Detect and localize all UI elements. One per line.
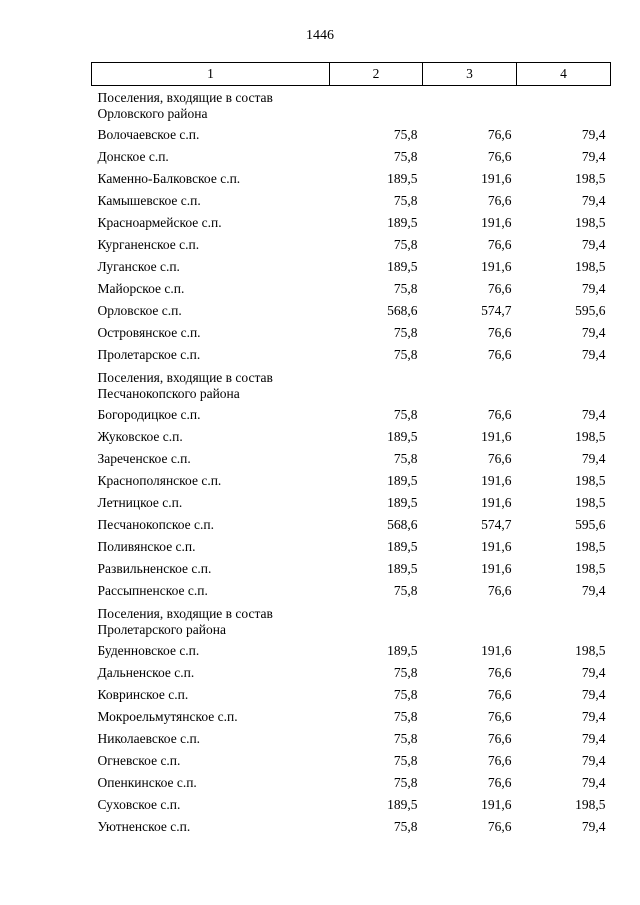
value-col-4: 79,4 <box>581 583 606 598</box>
value-col-3: 76,6 <box>487 665 512 680</box>
value-col-3: 191,6 <box>481 473 512 488</box>
value-col-4: 198,5 <box>575 797 606 812</box>
value-col-3: 191,6 <box>481 429 512 444</box>
value-col-2: 189,5 <box>387 797 418 812</box>
value-col-4: 79,4 <box>581 347 606 362</box>
value-col-3: 76,6 <box>487 753 512 768</box>
empty-cell <box>330 366 423 404</box>
value-col-4: 79,4 <box>581 709 606 724</box>
value-col-4: 198,5 <box>575 429 606 444</box>
table-row <box>92 300 611 322</box>
value-col-3: 191,6 <box>481 171 512 186</box>
value-col-4: 79,4 <box>581 407 606 422</box>
value-col-2: 75,8 <box>393 407 418 422</box>
value-col-4: 595,6 <box>575 517 606 532</box>
table-row <box>92 536 611 558</box>
settlement-name: Красноармейское с.п. <box>97 215 222 230</box>
settlement-name: Огневское с.п. <box>97 753 181 768</box>
value-col-2: 75,8 <box>393 753 418 768</box>
table-row <box>92 426 611 448</box>
table-row <box>92 190 611 212</box>
value-col-3: 76,6 <box>487 731 512 746</box>
value-col-4: 79,4 <box>581 127 606 142</box>
empty-cell <box>330 86 423 125</box>
settlement-name: Зареченское с.п. <box>97 451 191 466</box>
table-row <box>92 212 611 234</box>
settlements-table <box>91 62 611 838</box>
table-row <box>92 514 611 536</box>
column-header-4: 4 <box>517 63 611 86</box>
value-col-3: 191,6 <box>481 215 512 230</box>
section-heading-row <box>92 86 611 125</box>
value-col-2: 189,5 <box>387 643 418 658</box>
value-col-3: 76,6 <box>487 237 512 252</box>
value-col-3: 76,6 <box>487 281 512 296</box>
value-col-2: 75,8 <box>393 325 418 340</box>
value-col-3: 191,6 <box>481 539 512 554</box>
settlement-name: Жуковское с.п. <box>97 429 183 444</box>
table-row <box>92 124 611 146</box>
empty-cell <box>423 366 517 404</box>
value-col-3: 76,6 <box>487 775 512 790</box>
value-col-4: 79,4 <box>581 819 606 834</box>
value-col-2: 75,8 <box>393 687 418 702</box>
value-col-2: 75,8 <box>393 237 418 252</box>
value-col-4: 79,4 <box>581 451 606 466</box>
table-row <box>92 772 611 794</box>
column-header-2: 2 <box>330 63 423 86</box>
settlement-name: Летницкое с.п. <box>97 495 183 510</box>
value-col-3: 76,6 <box>487 407 512 422</box>
value-col-2: 75,8 <box>393 775 418 790</box>
value-col-3: 76,6 <box>487 709 512 724</box>
value-col-4: 198,5 <box>575 643 606 658</box>
value-col-2: 75,8 <box>393 709 418 724</box>
value-col-4: 79,4 <box>581 665 606 680</box>
table-row <box>92 448 611 470</box>
value-col-4: 198,5 <box>575 561 606 576</box>
settlement-name: Краснополянское с.п. <box>97 473 222 488</box>
settlement-name: Донское с.п. <box>97 149 169 164</box>
settlement-name: Орловское с.п. <box>97 303 182 318</box>
value-col-2: 189,5 <box>387 495 418 510</box>
table-row <box>92 470 611 492</box>
value-col-4: 79,4 <box>581 237 606 252</box>
settlement-name: Опенкинское с.п. <box>97 775 197 790</box>
settlement-name: Поливянское с.п. <box>97 539 196 554</box>
value-col-4: 79,4 <box>581 687 606 702</box>
value-col-2: 189,5 <box>387 171 418 186</box>
value-col-4: 198,5 <box>575 473 606 488</box>
value-col-2: 75,8 <box>393 451 418 466</box>
table-row <box>92 558 611 580</box>
value-col-2: 75,8 <box>393 583 418 598</box>
value-col-3: 76,6 <box>487 325 512 340</box>
section-heading-row <box>92 602 611 640</box>
value-col-3: 191,6 <box>481 495 512 510</box>
value-col-2: 189,5 <box>387 429 418 444</box>
value-col-4: 198,5 <box>575 171 606 186</box>
value-col-3: 574,7 <box>481 303 512 318</box>
value-col-2: 75,8 <box>393 347 418 362</box>
settlement-name: Луганское с.п. <box>97 259 180 274</box>
value-col-3: 191,6 <box>481 797 512 812</box>
empty-cell <box>330 602 423 640</box>
section-heading: Поселения, входящие в состав Пролетарского района <box>97 606 273 637</box>
table-row <box>92 234 611 256</box>
page-number: 1446 <box>306 28 334 43</box>
value-col-4: 79,4 <box>581 193 606 208</box>
settlement-name: Ковринское с.п. <box>97 687 189 702</box>
settlement-name: Каменно-Балковское с.п. <box>97 171 241 186</box>
table-row <box>92 256 611 278</box>
empty-cell <box>517 86 611 125</box>
value-col-3: 191,6 <box>481 561 512 576</box>
empty-cell <box>423 602 517 640</box>
value-col-3: 76,6 <box>487 347 512 362</box>
table-row <box>92 168 611 190</box>
table-body <box>92 86 611 839</box>
value-col-4: 79,4 <box>581 325 606 340</box>
settlement-name: Дальненское с.п. <box>97 665 195 680</box>
table-row <box>92 580 611 602</box>
value-col-3: 76,6 <box>487 149 512 164</box>
value-col-2: 189,5 <box>387 561 418 576</box>
value-col-2: 568,6 <box>387 303 418 318</box>
section-heading: Поселения, входящие в состав Песчанокопского района <box>97 370 273 401</box>
value-col-4: 79,4 <box>581 731 606 746</box>
value-col-3: 76,6 <box>487 583 512 598</box>
table-row <box>92 728 611 750</box>
settlement-name: Песчанокопское с.п. <box>97 517 215 532</box>
value-col-4: 79,4 <box>581 149 606 164</box>
table-row <box>92 684 611 706</box>
settlement-name: Буденновское с.п. <box>97 643 200 658</box>
section-heading: Поселения, входящие в состав Орловского района <box>97 90 273 121</box>
value-col-4: 198,5 <box>575 259 606 274</box>
settlement-name: Волочаевское с.п. <box>97 127 200 142</box>
settlements-table-container <box>91 62 610 838</box>
settlement-name: Суховское с.п. <box>97 797 181 812</box>
empty-cell <box>517 366 611 404</box>
value-col-3: 76,6 <box>487 451 512 466</box>
value-col-2: 189,5 <box>387 539 418 554</box>
value-col-2: 75,8 <box>393 193 418 208</box>
empty-cell <box>517 602 611 640</box>
table-header <box>92 63 611 86</box>
settlement-name: Пролетарское с.п. <box>97 347 201 362</box>
settlement-name: Николаевское с.п. <box>97 731 201 746</box>
settlement-name: Рассыпненское с.п. <box>97 583 208 598</box>
value-col-3: 191,6 <box>481 259 512 274</box>
table-row <box>92 640 611 662</box>
settlement-name: Уютненское с.п. <box>97 819 191 834</box>
settlement-name: Мокроельмутянское с.п. <box>97 709 238 724</box>
column-header-1: 1 <box>92 63 330 86</box>
table-row <box>92 492 611 514</box>
value-col-3: 76,6 <box>487 819 512 834</box>
value-col-3: 574,7 <box>481 517 512 532</box>
value-col-2: 75,8 <box>393 665 418 680</box>
value-col-4: 198,5 <box>575 495 606 510</box>
value-col-2: 189,5 <box>387 473 418 488</box>
table-row <box>92 278 611 300</box>
section-heading-row <box>92 366 611 404</box>
header-row <box>92 63 611 86</box>
value-col-2: 75,8 <box>393 281 418 296</box>
value-col-2: 75,8 <box>393 819 418 834</box>
table-row <box>92 404 611 426</box>
value-col-3: 76,6 <box>487 687 512 702</box>
settlement-name: Камышевское с.п. <box>97 193 201 208</box>
table-row <box>92 706 611 728</box>
value-col-2: 189,5 <box>387 215 418 230</box>
value-col-3: 76,6 <box>487 127 512 142</box>
settlement-name: Островянское с.п. <box>97 325 201 340</box>
table-row <box>92 146 611 168</box>
value-col-2: 75,8 <box>393 731 418 746</box>
value-col-4: 198,5 <box>575 539 606 554</box>
table-row <box>92 750 611 772</box>
column-header-3: 3 <box>423 63 517 86</box>
value-col-4: 198,5 <box>575 215 606 230</box>
value-col-3: 76,6 <box>487 193 512 208</box>
value-col-2: 568,6 <box>387 517 418 532</box>
settlement-name: Курганенское с.п. <box>97 237 200 252</box>
settlement-name: Богородицкое с.п. <box>97 407 201 422</box>
value-col-4: 595,6 <box>575 303 606 318</box>
value-col-3: 191,6 <box>481 643 512 658</box>
settlement-name: Майорское с.п. <box>97 281 185 296</box>
value-col-4: 79,4 <box>581 775 606 790</box>
settlement-name: Развильненское с.п. <box>97 561 212 576</box>
table-row <box>92 344 611 366</box>
value-col-2: 75,8 <box>393 149 418 164</box>
value-col-4: 79,4 <box>581 753 606 768</box>
value-col-2: 75,8 <box>393 127 418 142</box>
table-row <box>92 662 611 684</box>
value-col-4: 79,4 <box>581 281 606 296</box>
table-row <box>92 816 611 838</box>
table-row <box>92 322 611 344</box>
empty-cell <box>423 86 517 125</box>
value-col-2: 189,5 <box>387 259 418 274</box>
table-row <box>92 794 611 816</box>
